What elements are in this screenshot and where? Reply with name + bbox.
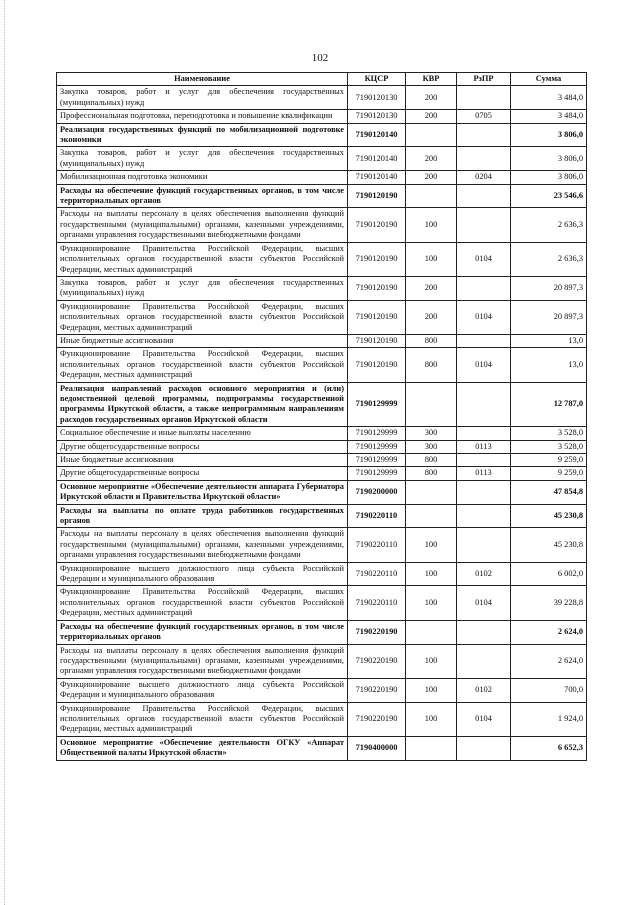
row-name: Основное мероприятие «Обеспечение деятельности аппарата Губернатора Иркутской области и Правительства Иркутской области» — [57, 480, 348, 504]
row-kvr: 200 — [406, 147, 457, 171]
row-kvr: 100 — [406, 528, 457, 562]
header-sum: Сумма — [511, 73, 587, 86]
row-kvr: 200 — [406, 300, 457, 334]
row-name: Расходы на выплаты по оплате труда работников государственных органов — [57, 504, 348, 528]
row-name: Функционирование высшего должностного лица субъекта Российской Федерации и муниципального образования — [57, 562, 348, 586]
row-kvr — [406, 123, 457, 147]
table-row — [57, 644, 587, 678]
row-kcsr: 7190120140 — [348, 123, 406, 147]
row-kvr: 800 — [406, 454, 457, 467]
row-name: Функционирование Правительства Российской Федерации, высших исполнительных органов государственной власти субъектов Российской Федерации, местных администраций — [57, 702, 348, 736]
row-sum: 13,0 — [511, 348, 587, 382]
table-row — [57, 242, 587, 276]
row-kcsr: 7190120190 — [348, 334, 406, 347]
table-row — [57, 184, 587, 208]
row-rzpr — [457, 480, 511, 504]
row-rzpr: 0204 — [457, 171, 511, 184]
row-rzpr — [457, 184, 511, 208]
row-rzpr — [457, 123, 511, 147]
header-kvr: КВР — [406, 73, 457, 86]
row-rzpr: 0104 — [457, 300, 511, 334]
row-name: Функционирование Правительства Российской Федерации, высших исполнительных органов государственной власти субъектов Российской Федерации, местных администраций — [57, 348, 348, 382]
row-rzpr: 0104 — [457, 242, 511, 276]
table-row — [57, 702, 587, 736]
row-kcsr: 7190220190 — [348, 702, 406, 736]
row-kcsr: 7190400000 — [348, 736, 406, 760]
row-rzpr — [457, 147, 511, 171]
row-kcsr: 7190129999 — [348, 440, 406, 453]
row-kvr — [406, 480, 457, 504]
row-rzpr: 0104 — [457, 586, 511, 620]
row-rzpr — [457, 276, 511, 300]
row-sum: 2 624,0 — [511, 620, 587, 644]
row-rzpr: 0113 — [457, 467, 511, 480]
row-sum: 13,0 — [511, 334, 587, 347]
row-rzpr — [457, 504, 511, 528]
row-kvr: 200 — [406, 276, 457, 300]
table-row — [57, 123, 587, 147]
row-sum: 6 652,3 — [511, 736, 587, 760]
row-kvr — [406, 382, 457, 427]
row-kvr: 300 — [406, 440, 457, 453]
row-name: Функционирование высшего должностного лица субъекта Российской Федерации и муниципального образования — [57, 678, 348, 702]
row-kcsr: 7190120140 — [348, 147, 406, 171]
row-name: Реализация государственных функций по мобилизационной подготовке экономики — [57, 123, 348, 147]
table-row — [57, 678, 587, 702]
row-rzpr: 0104 — [457, 702, 511, 736]
row-rzpr: 0705 — [457, 110, 511, 123]
row-name: Закупка товаров, работ и услуг для обеспечения государственных (муниципальных) нужд — [57, 147, 348, 171]
row-kcsr: 7190120190 — [348, 276, 406, 300]
row-name: Закупка товаров, работ и услуг для обеспечения государственных (муниципальных) нужд — [57, 86, 348, 110]
row-kcsr: 7190120140 — [348, 171, 406, 184]
row-kcsr: 7190120190 — [348, 300, 406, 334]
header-rzpr: РзПР — [457, 73, 511, 86]
row-rzpr — [457, 427, 511, 440]
row-sum: 47 854,8 — [511, 480, 587, 504]
row-kvr: 100 — [406, 644, 457, 678]
row-kcsr: 7190129999 — [348, 467, 406, 480]
header-name: Наименование — [57, 73, 348, 86]
row-name: Функционирование Правительства Российской Федерации, высших исполнительных органов государственной власти субъектов Российской Федерации, местных администраций — [57, 242, 348, 276]
row-rzpr — [457, 528, 511, 562]
row-rzpr — [457, 334, 511, 347]
row-kvr: 100 — [406, 702, 457, 736]
row-rzpr — [457, 208, 511, 242]
row-sum: 3 528,0 — [511, 440, 587, 453]
row-kcsr: 7190220110 — [348, 562, 406, 586]
row-name: Расходы на выплаты персоналу в целях обеспечения выполнения функций государственными (муниципальными) органами, казенными учреждениями, органами управления государственными внебюджетными фондами — [57, 208, 348, 242]
row-rzpr — [457, 644, 511, 678]
row-kvr: 100 — [406, 586, 457, 620]
table-header-row — [57, 73, 587, 86]
row-kvr: 100 — [406, 678, 457, 702]
row-name: Социальное обеспечение и иные выплаты населению — [57, 427, 348, 440]
row-kvr — [406, 620, 457, 644]
row-sum: 45 230,8 — [511, 504, 587, 528]
table-row — [57, 276, 587, 300]
row-kcsr: 7190120130 — [348, 110, 406, 123]
table-row — [57, 147, 587, 171]
table-row — [57, 110, 587, 123]
row-kcsr: 7190220110 — [348, 586, 406, 620]
row-sum: 9 259,0 — [511, 467, 587, 480]
table-row — [57, 427, 587, 440]
row-kcsr: 7190220190 — [348, 620, 406, 644]
table-row — [57, 586, 587, 620]
row-sum: 20 897,3 — [511, 300, 587, 334]
row-sum: 2 624,0 — [511, 644, 587, 678]
header-kcsr: КЦСР — [348, 73, 406, 86]
row-name: Мобилизационная подготовка экономики — [57, 171, 348, 184]
row-sum: 23 546,6 — [511, 184, 587, 208]
row-name: Реализация направлений расходов основного мероприятия и (или) ведомственной целевой программы, подпрограммы государственной программы Иркутской области, а также непрограммным направлениям расходов государственных органов Иркутской области — [57, 382, 348, 427]
row-name: Функционирование Правительства Российской Федерации, высших исполнительных органов государственной власти субъектов Российской Федерации, местных администраций — [57, 300, 348, 334]
row-rzpr — [457, 736, 511, 760]
table-row — [57, 620, 587, 644]
row-sum: 3 484,0 — [511, 110, 587, 123]
row-kvr — [406, 184, 457, 208]
row-kvr: 100 — [406, 562, 457, 586]
row-kvr: 800 — [406, 334, 457, 347]
table-row — [57, 440, 587, 453]
row-name: Иные бюджетные ассигнования — [57, 334, 348, 347]
row-kcsr: 7190120190 — [348, 184, 406, 208]
row-name: Расходы на выплаты персоналу в целях обеспечения выполнения функций государственными (муниципальными) органами, казенными учреждениями, органами управления государственными внебюджетными фондами — [57, 644, 348, 678]
row-kcsr: 7190120190 — [348, 348, 406, 382]
row-name: Расходы на обеспечение функций государственных органов, в том числе территориальных органов — [57, 184, 348, 208]
row-kcsr: 7190220110 — [348, 504, 406, 528]
row-sum: 9 259,0 — [511, 454, 587, 467]
row-kvr: 100 — [406, 208, 457, 242]
row-sum: 20 897,3 — [511, 276, 587, 300]
table-row — [57, 208, 587, 242]
page-number: 102 — [311, 52, 329, 64]
table-row — [57, 300, 587, 334]
row-rzpr: 0102 — [457, 678, 511, 702]
row-kvr: 200 — [406, 86, 457, 110]
scan-edge — [4, 0, 6, 905]
table-row — [57, 382, 587, 427]
row-name: Функционирование Правительства Российской Федерации, высших исполнительных органов государственной власти субъектов Российской Федерации, местных администраций — [57, 586, 348, 620]
row-sum: 3 484,0 — [511, 86, 587, 110]
table-row — [57, 171, 587, 184]
row-sum: 3 528,0 — [511, 427, 587, 440]
row-name: Основное мероприятие «Обеспечение деятельности ОГКУ «Аппарат Общественной палаты Иркутской области» — [57, 736, 348, 760]
table-row — [57, 86, 587, 110]
row-rzpr: 0104 — [457, 348, 511, 382]
row-kvr: 100 — [406, 242, 457, 276]
row-kvr — [406, 736, 457, 760]
table-row — [57, 480, 587, 504]
row-kcsr: 7190220190 — [348, 678, 406, 702]
row-sum: 3 806,0 — [511, 123, 587, 147]
row-kvr: 200 — [406, 171, 457, 184]
table-row — [57, 348, 587, 382]
row-name: Иные бюджетные ассигнования — [57, 454, 348, 467]
row-rzpr: 0102 — [457, 562, 511, 586]
row-rzpr — [457, 86, 511, 110]
row-rzpr — [457, 382, 511, 427]
table-row — [57, 467, 587, 480]
row-sum: 1 924,0 — [511, 702, 587, 736]
budget-table — [56, 72, 587, 761]
row-kcsr: 7190120190 — [348, 242, 406, 276]
row-sum: 39 228,8 — [511, 586, 587, 620]
row-rzpr — [457, 620, 511, 644]
row-name: Другие общегосударственные вопросы — [57, 440, 348, 453]
table-row — [57, 736, 587, 760]
table-body — [57, 86, 587, 760]
row-kcsr: 7190129999 — [348, 427, 406, 440]
row-sum: 700,0 — [511, 678, 587, 702]
row-kvr — [406, 504, 457, 528]
row-sum: 12 787,0 — [511, 382, 587, 427]
row-kvr: 200 — [406, 110, 457, 123]
row-sum: 6 002,0 — [511, 562, 587, 586]
row-sum: 3 806,0 — [511, 147, 587, 171]
row-sum: 2 636,3 — [511, 208, 587, 242]
row-rzpr: 0113 — [457, 440, 511, 453]
row-sum: 45 230,8 — [511, 528, 587, 562]
row-sum: 2 636,3 — [511, 242, 587, 276]
row-kcsr: 7190200000 — [348, 480, 406, 504]
table-row — [57, 454, 587, 467]
row-kvr: 800 — [406, 467, 457, 480]
row-kcsr: 7190220110 — [348, 528, 406, 562]
row-kcsr: 7190129999 — [348, 382, 406, 427]
table-row — [57, 528, 587, 562]
row-name: Расходы на обеспечение функций государственных органов, в том числе территориальных органов — [57, 620, 348, 644]
row-name: Расходы на выплаты персоналу в целях обеспечения выполнения функций государственными (муниципальными) органами, казенными учреждениями, органами управления государственными внебюджетными фондами — [57, 528, 348, 562]
row-kcsr: 7190120130 — [348, 86, 406, 110]
table-row — [57, 562, 587, 586]
row-name: Другие общегосударственные вопросы — [57, 467, 348, 480]
row-kvr: 300 — [406, 427, 457, 440]
table-row — [57, 504, 587, 528]
table-row — [57, 334, 587, 347]
row-sum: 3 806,0 — [511, 171, 587, 184]
row-kcsr: 7190120190 — [348, 208, 406, 242]
row-name: Закупка товаров, работ и услуг для обеспечения государственных (муниципальных) нужд — [57, 276, 348, 300]
row-kcsr: 7190129999 — [348, 454, 406, 467]
row-kvr: 800 — [406, 348, 457, 382]
row-kcsr: 7190220190 — [348, 644, 406, 678]
row-rzpr — [457, 454, 511, 467]
row-name: Профессиональная подготовка, переподготовка и повышение квалификации — [57, 110, 348, 123]
